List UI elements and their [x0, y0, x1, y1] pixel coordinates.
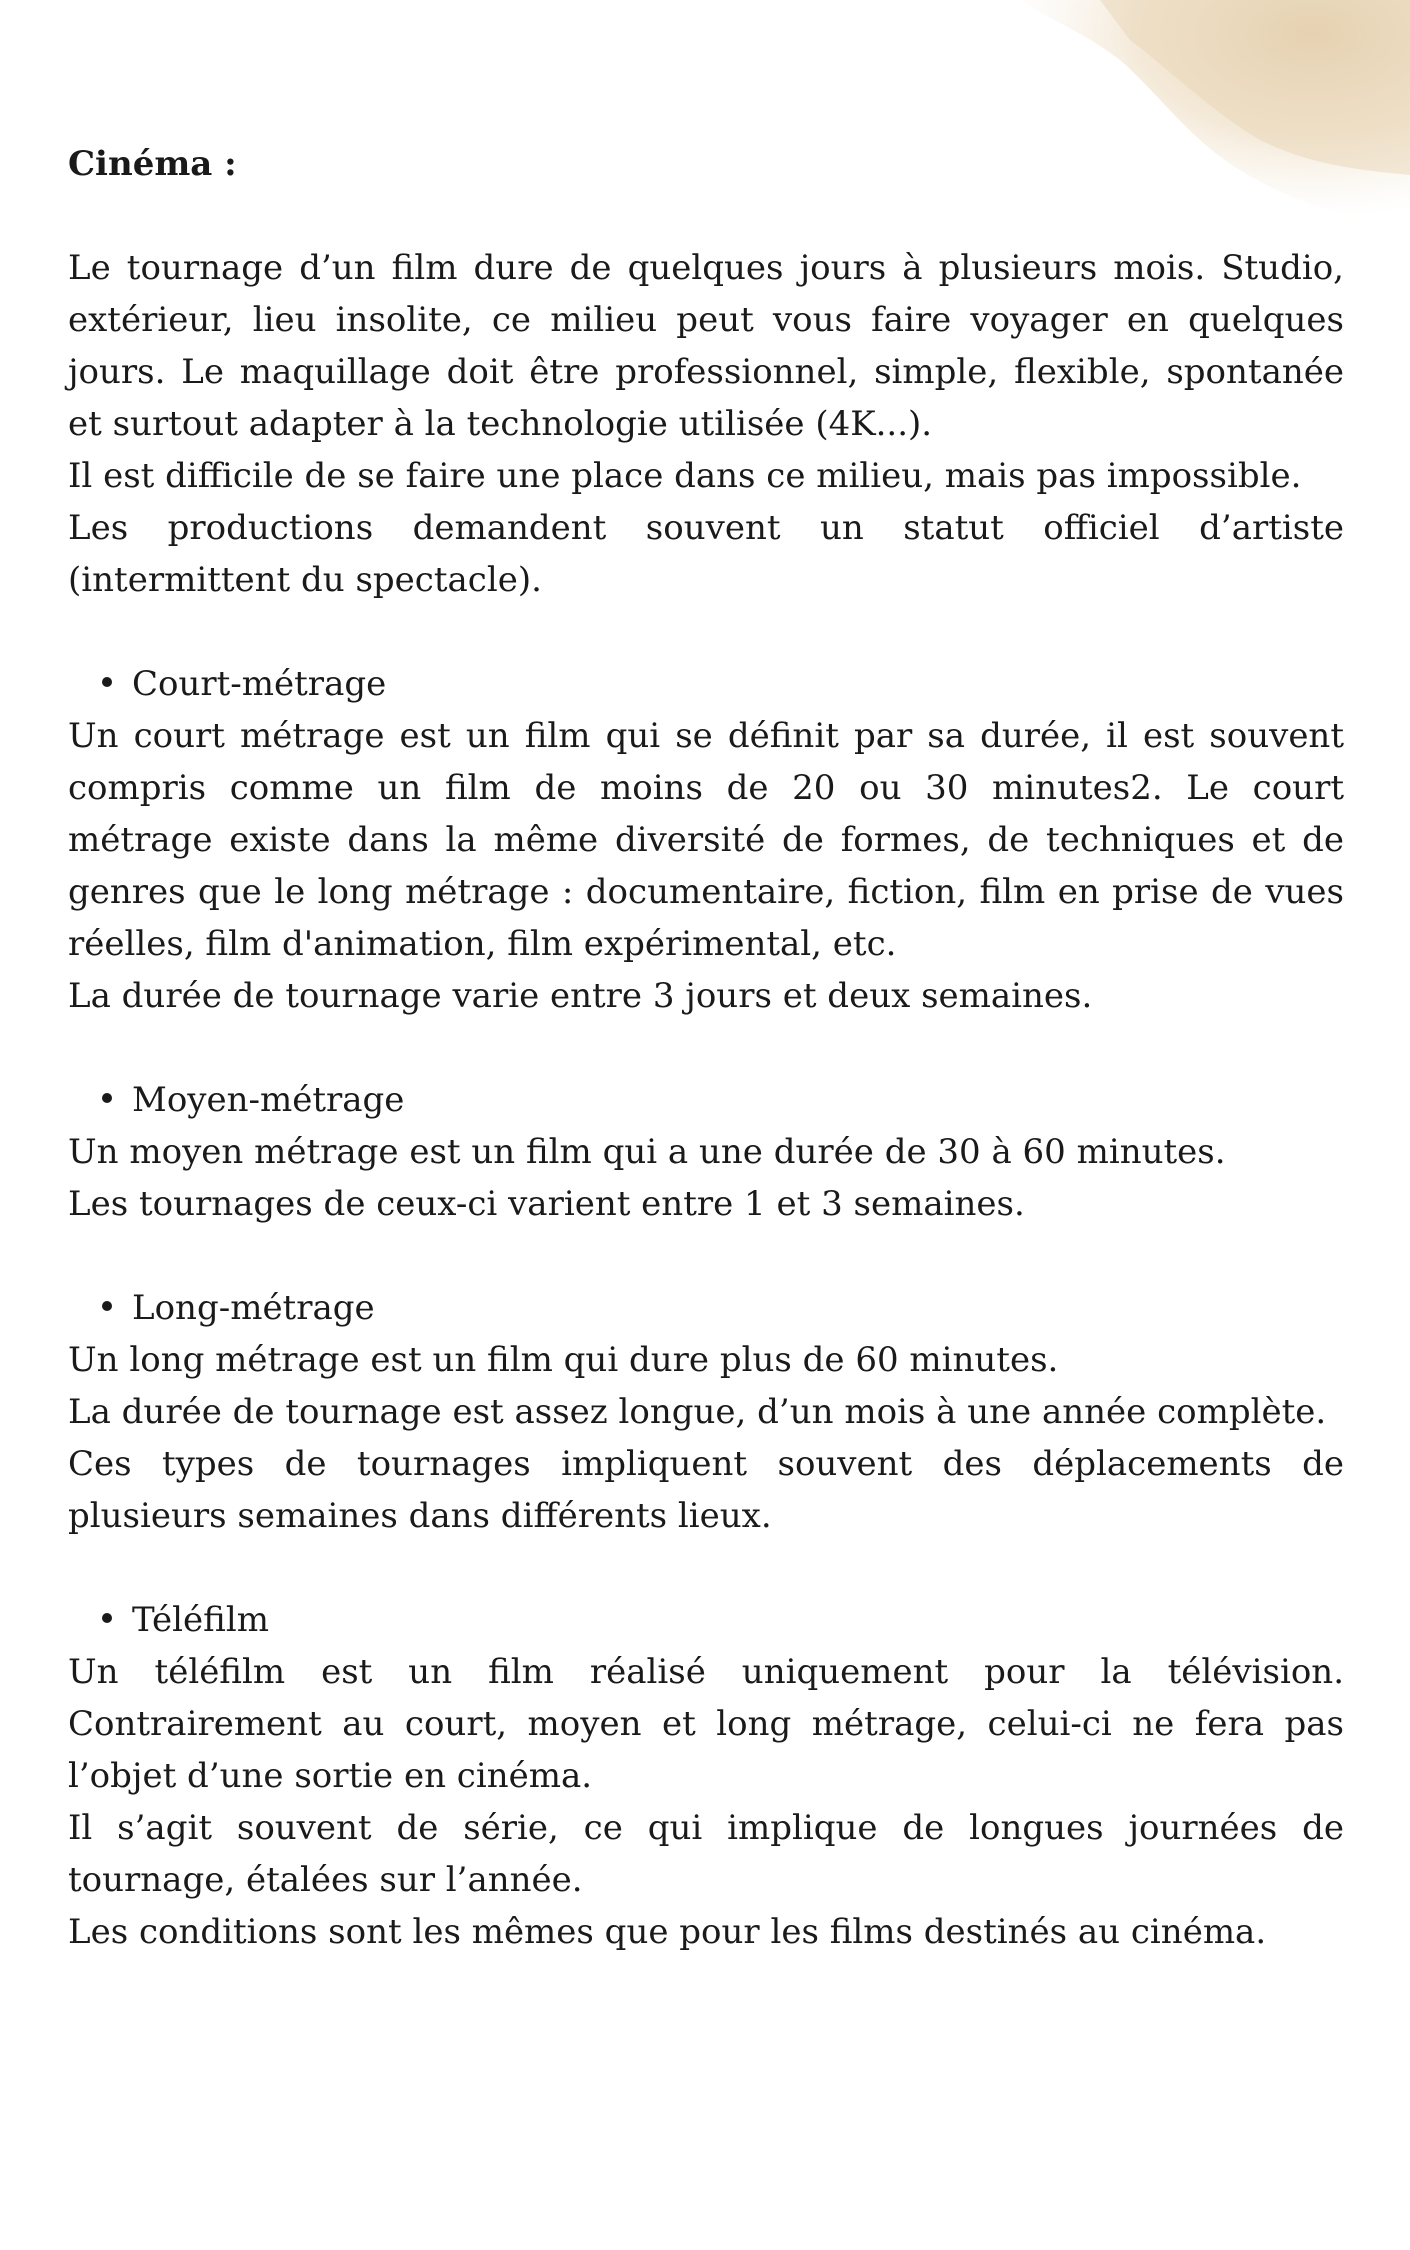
document-body	[68, 138, 1344, 1958]
intro-paragraph: Le tournage d’un film dure de quelques jours à plusieurs mois. Studio, extérieur, lieu insolite, ce milieu peut vous faire voyager en quelques jours. Le maquillage doit être professionnel, simple, flexible, spontanée et surtout adapter à la technologie utilisée (4K...).	[68, 248, 1344, 444]
section-paragraph: La durée de tournage est assez longue, d’un mois à une année complète.	[68, 1392, 1327, 1432]
section-heading-long-metrage	[68, 1282, 1344, 1334]
section-heading-telefilm	[68, 1594, 1344, 1646]
section-paragraph: La durée de tournage varie entre 3 jours et deux semaines.	[68, 976, 1093, 1016]
section-paragraph: Il s’agit souvent de série, ce qui implique de longues journées de tournage, étalées sur l’année.	[68, 1808, 1344, 1900]
section-heading-label: Long-métrage	[132, 1288, 375, 1328]
page-title: Cinéma :	[68, 144, 237, 184]
section-paragraph: Les conditions sont les mêmes que pour les films destinés au cinéma.	[68, 1912, 1267, 1952]
section-paragraph: Les tournages de ceux-ci varient entre 1 et 3 semaines.	[68, 1184, 1025, 1224]
section-paragraph: Ces types de tournages impliquent souvent des déplacements de plusieurs semaines dans différents lieux.	[68, 1444, 1344, 1536]
intro-paragraph: Les productions demandent souvent un statut officiel d’artiste (intermittent du spectacle).	[68, 508, 1344, 600]
section-heading-label: Téléfilm	[132, 1600, 269, 1640]
section-paragraph: Un moyen métrage est un film qui a une durée de 30 à 60 minutes.	[68, 1132, 1226, 1172]
section-heading-label: Court-métrage	[132, 664, 387, 704]
section-heading-court-metrage	[68, 658, 1344, 710]
bullet-icon	[102, 1301, 112, 1311]
bullet-icon	[102, 1093, 112, 1103]
section-paragraph: Un long métrage est un film qui dure plus de 60 minutes.	[68, 1340, 1059, 1380]
section-paragraph: Un court métrage est un film qui se définit par sa durée, il est souvent compris comme un film de moins de 20 ou 30 minutes2. Le court métrage existe dans la même diversité de formes, de techniques et de genres que le long métrage : documentaire, fiction, film en prise de vues réelles, film d'animation, film expérimental, etc.	[68, 716, 1344, 964]
section-heading-label: Moyen-métrage	[132, 1080, 405, 1120]
section-paragraph: Un téléfilm est un film réalisé uniquement pour la télévision. Contrairement au court, moyen et long métrage, celui-ci ne fera pas l’objet d’une sortie en cinéma.	[68, 1652, 1344, 1796]
intro-paragraph: Il est difficile de se faire une place dans ce milieu, mais pas impossible.	[68, 456, 1302, 496]
bullet-icon	[102, 1613, 112, 1623]
section-heading-moyen-metrage	[68, 1074, 1344, 1126]
bullet-icon	[102, 677, 112, 687]
